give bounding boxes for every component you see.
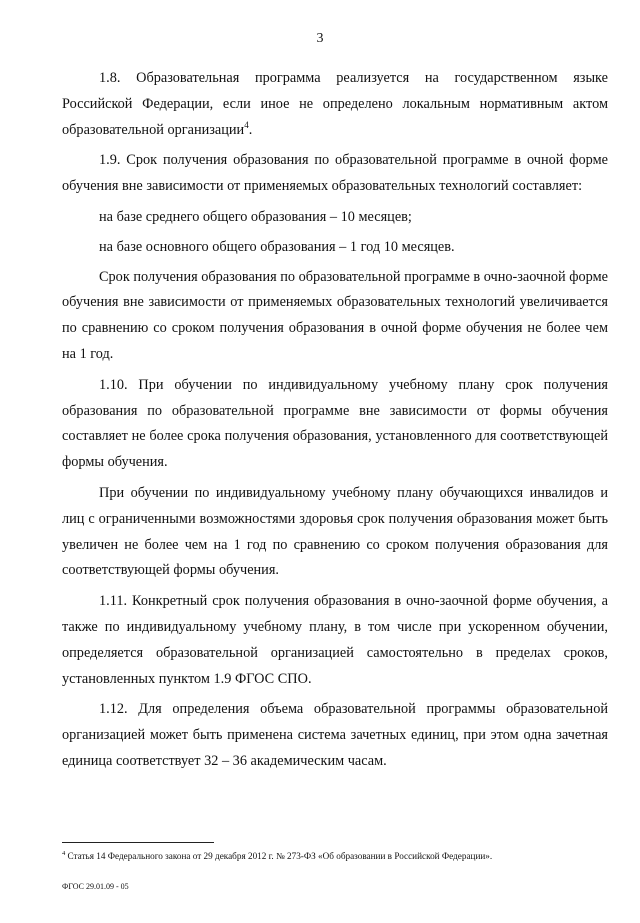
paragraph-1-11: 1.11. Конкретный срок получения образования в очно-заочной форме обучения, а также по индивидуальному учебному плану, в том числе при ускоренном обучении, определяется образовательной организацией самостоятельно в пределах сроков, установленных пунктом 1.9 ФГОС СПО. — [62, 593, 608, 687]
paragraph-text: 1.8. Образовательная программа реализуется на государственном языке Российской Федерации, если иное не определено локальным нормативным актом образовательной организации — [62, 70, 608, 138]
footnote-mark: 4 — [62, 849, 66, 857]
footnote-text: Статья 14 Федерального закона от 29 декабря 2012 г. № 273-ФЗ «Об образовании в Российской Федерации». — [65, 851, 493, 861]
footnote-divider — [62, 842, 214, 843]
paragraph-secondary-basis: на базе среднего общего образования – 10 месяцев; — [99, 208, 412, 225]
paragraph-1-12: 1.12. Для определения объема образовательной программы образовательной организацией может быть применена система зачетных единиц, при этом одна зачетная единица соответствует 32 – 36 академическим часам. — [62, 701, 608, 769]
footnote — [62, 850, 608, 862]
paragraph-disabled-students: При обучении по индивидуальному учебному плану обучающихся инвалидов и лиц с ограниченными возможностями здоровья срок получения образования может быть увеличен не более чем на 1 год по сравнению со сроком получения образования для соответствующей формы обучения. — [62, 484, 608, 579]
paragraph-1-9: 1.9. Срок получения образования по образовательной программе в очной форме обучения вне зависимости от применяемых образовательных технологий составляет: — [62, 152, 608, 195]
paragraph-tail: . — [248, 121, 253, 138]
paragraph-1-10: 1.10. При обучении по индивидуальному учебному плану срок получения образования по образовательной программе вне зависимости от формы обучения составляет не более срока получения образования, установленного для соответствующей формы обучения. — [62, 376, 608, 471]
document-body — [62, 66, 608, 780]
document-code: ФГОС 29.01.09 - 05 — [62, 882, 129, 891]
footnote-reference[interactable]: 4 — [244, 119, 249, 130]
paragraph-part-time-duration: Срок получения образования по образовательной программе в очно-заочной форме обучения вне зависимости от применяемых образовательных технологий увеличивается по сравнению со сроком получения образования в очной форме обучения не более чем на 1 год. — [62, 268, 608, 362]
page-number: 3 — [316, 31, 324, 46]
paragraph-1-8 — [62, 66, 608, 143]
paragraph-basic-basis: на базе основного общего образования – 1 год 10 месяцев. — [99, 238, 455, 255]
